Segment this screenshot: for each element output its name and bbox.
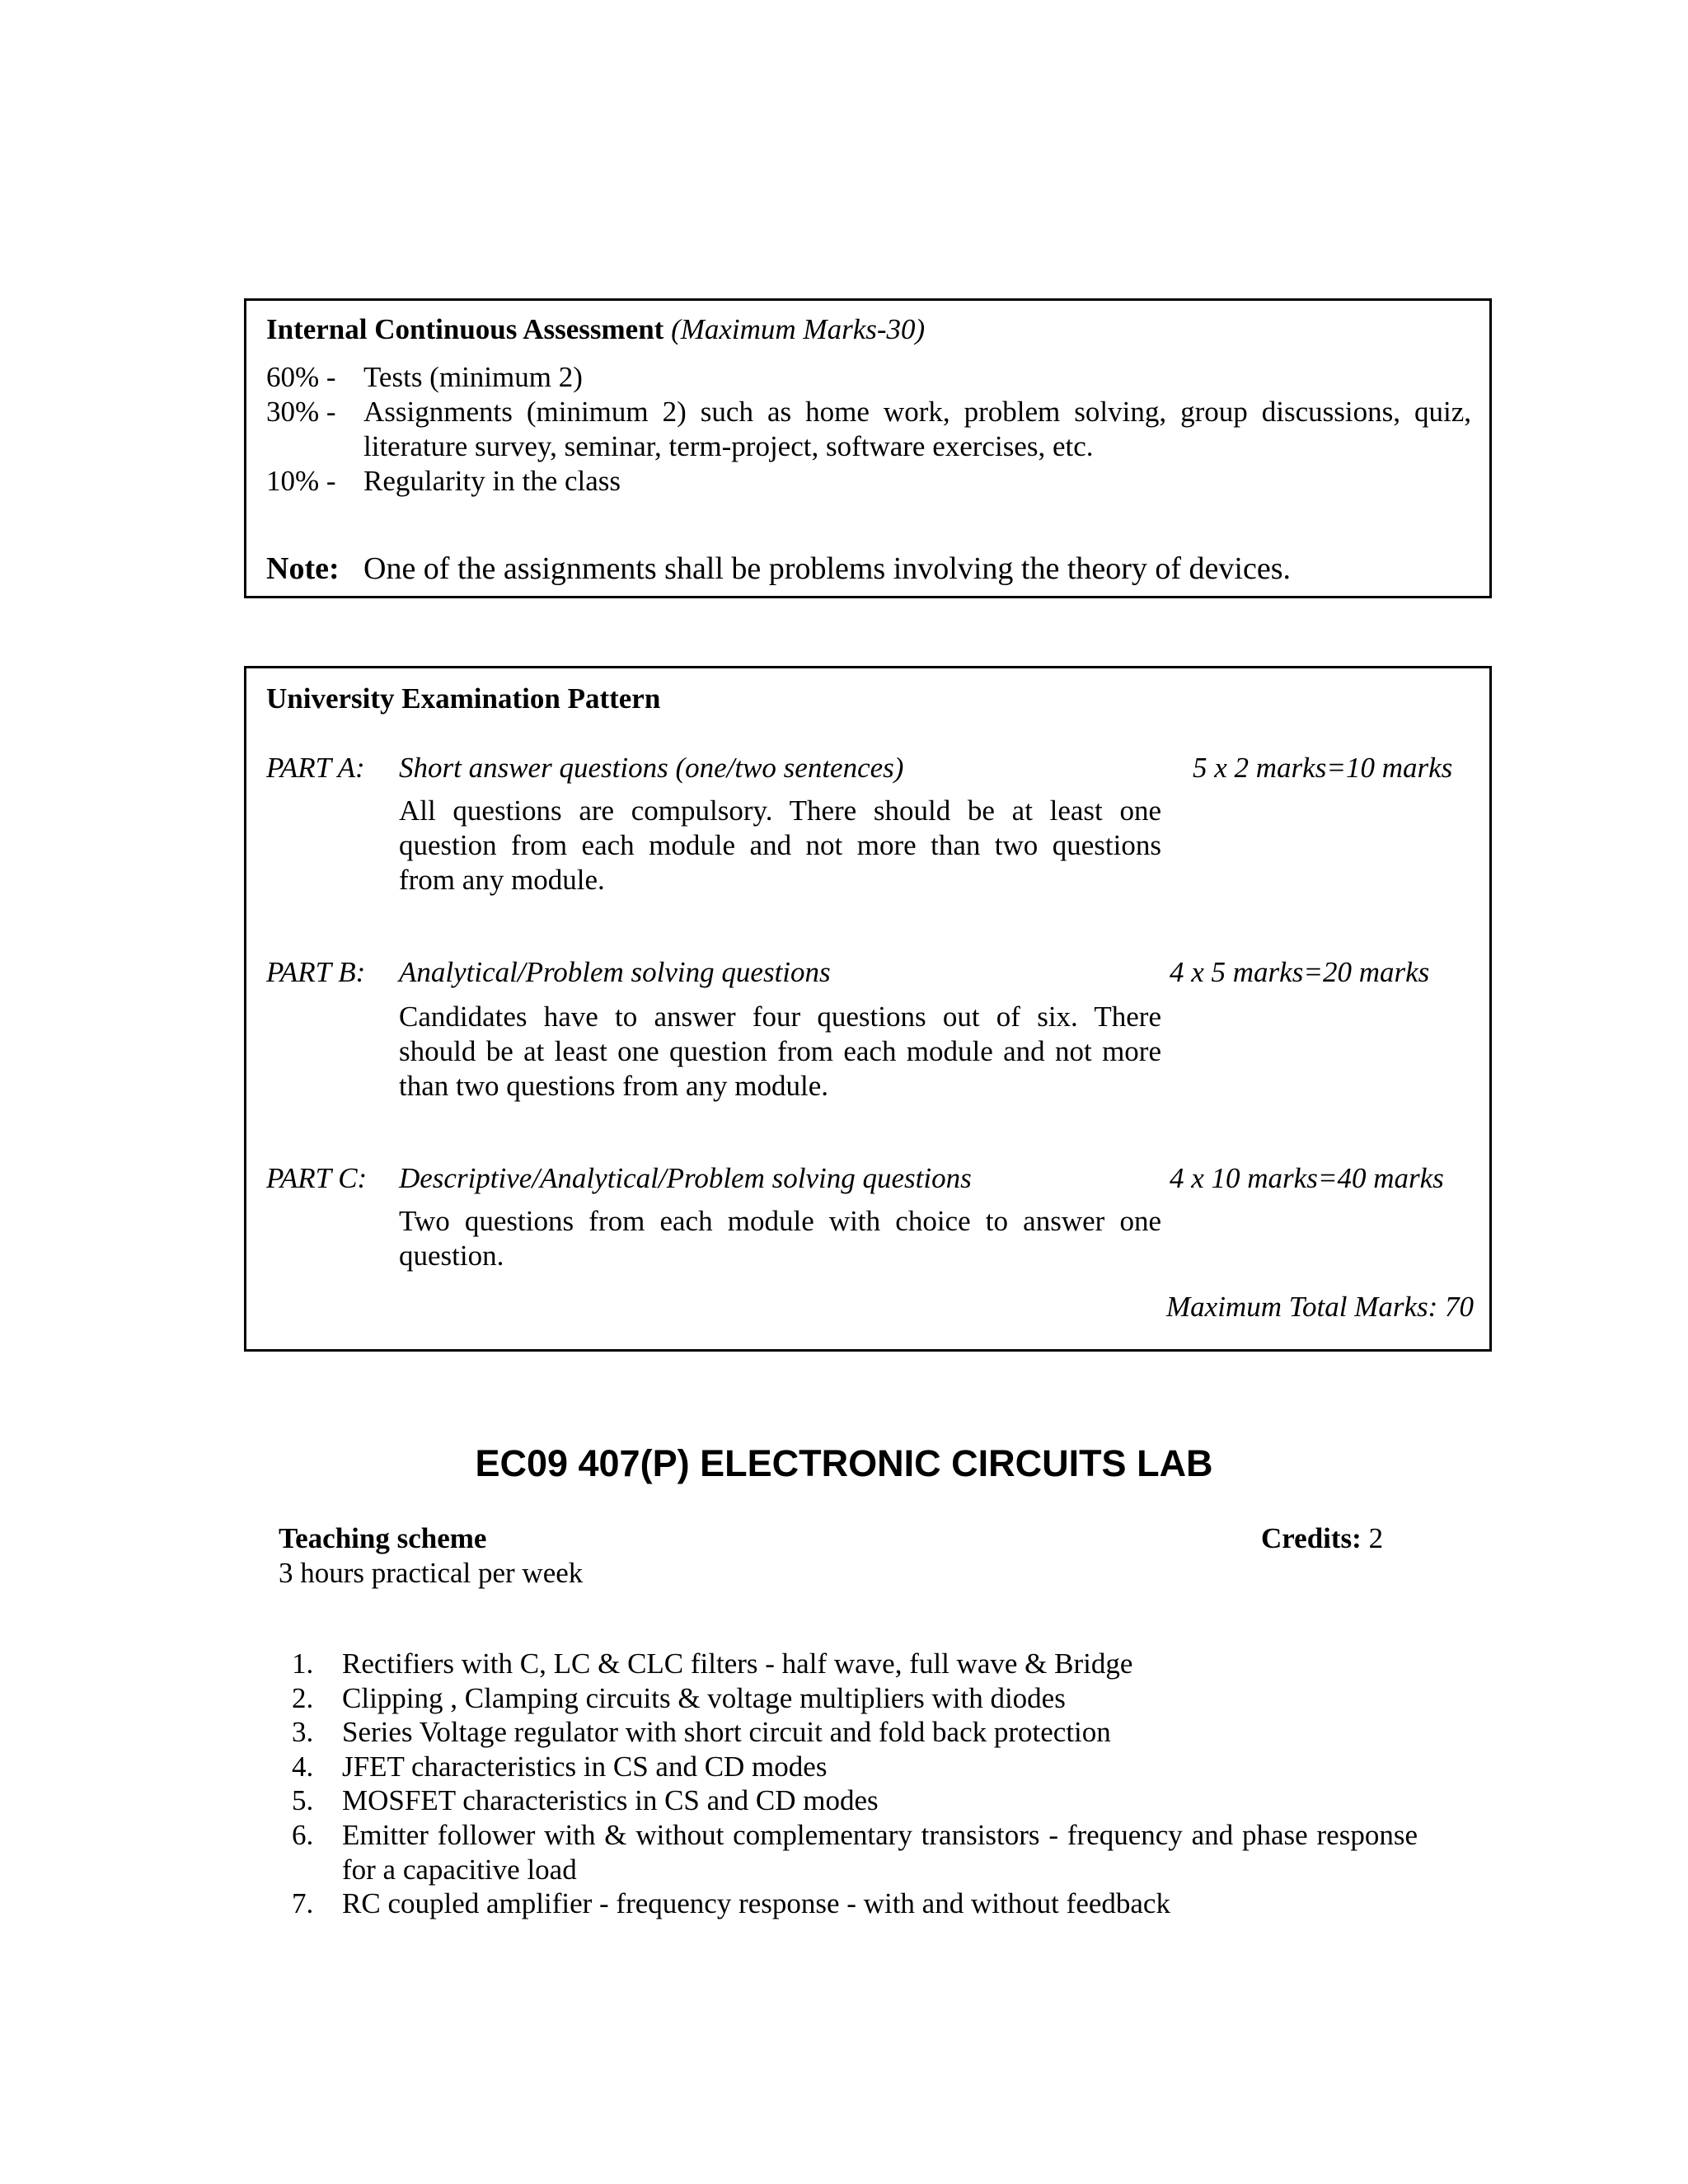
part-c-label: PART C: [266, 1162, 368, 1194]
experiment-number: 2. [292, 1681, 314, 1714]
part-b-description-line-1: Candidates have to answer four questions out of six. There [399, 1001, 1161, 1033]
part-c-heading: Descriptive/Analytical/Problem solving questions [399, 1162, 972, 1194]
experiment-number: 5. [292, 1784, 314, 1817]
assessment-percent-tests: 60% - [266, 361, 336, 393]
note-label: Note: [266, 551, 340, 586]
internal-assessment-title: Internal Continuous Assessment [266, 313, 664, 345]
experiment-item [280, 1818, 1418, 1886]
assessment-text-tests: Tests (minimum 2) [363, 361, 583, 393]
part-b-description-line-2: should be at least one question from each module and not more [399, 1035, 1161, 1067]
experiment-text: Series Voltage regulator with short circuit and fold back protection [342, 1716, 1111, 1749]
assessment-text-regularity: Regularity in the class [363, 465, 621, 497]
credits-value: 2 [1368, 1522, 1384, 1554]
part-b-marks: 4 x 5 marks=20 marks [1170, 956, 1430, 988]
experiment-number: 6. [292, 1818, 314, 1851]
part-a-marks: 5 x 2 marks=10 marks [1193, 752, 1453, 784]
credits-label: Credits: [1261, 1522, 1362, 1554]
assessment-text-assignments-line-2: literature survey, seminar, term-project, software exercises, etc. [363, 430, 1094, 462]
credits [1261, 1521, 1383, 1556]
experiment-text: RC coupled amplifier - frequency response - with and without feedback [342, 1887, 1170, 1920]
experiment-item [280, 1647, 1418, 1681]
part-a-description-line-1: All questions are compulsory. There should be at least one [399, 794, 1161, 827]
exam-pattern-title: University Examination Pattern [266, 682, 661, 715]
internal-assessment-heading [266, 312, 925, 347]
experiment-number: 7. [292, 1887, 314, 1920]
part-c-description-line-2: question. [399, 1240, 504, 1272]
experiment-text: Clipping , Clamping circuits & voltage multipliers with diodes [342, 1681, 1066, 1714]
assessment-percent-assignments: 30% - [266, 396, 336, 428]
part-c-marks: 4 x 10 marks=40 marks [1170, 1162, 1444, 1194]
teaching-scheme-label: Teaching scheme [279, 1522, 487, 1554]
part-a-label: PART A: [266, 752, 365, 784]
experiment-item [280, 1783, 1418, 1818]
part-a-description-line-3: from any module. [399, 864, 605, 896]
part-b-heading: Analytical/Problem solving questions [399, 956, 831, 988]
experiment-number: 3. [292, 1716, 314, 1749]
experiment-text: JFET characteristics in CS and CD modes [342, 1750, 828, 1783]
internal-assessment-max-marks: (Maximum Marks-30) [671, 313, 926, 345]
experiment-text: Rectifiers with C, LC & CLC filters - half wave, full wave & Bridge [342, 1647, 1133, 1680]
teaching-scheme-value: 3 hours practical per week [279, 1557, 584, 1589]
experiment-number: 1. [292, 1647, 314, 1680]
part-a-description-line-2: question from each module and not more than two questions [399, 829, 1161, 861]
experiment-number: 4. [292, 1750, 314, 1783]
part-c-description-line-1: Two questions from each module with choice to answer one [399, 1205, 1161, 1237]
assessment-percent-regularity: 10% - [266, 465, 336, 497]
internal-assessment-box [244, 298, 1492, 598]
experiment-item [280, 1886, 1418, 1921]
lab-course-title: EC09 407(P) ELECTRONIC CIRCUITS LAB [475, 1442, 1213, 1484]
maximum-total-marks: Maximum Total Marks: 70 [1166, 1291, 1475, 1323]
experiment-list [280, 1647, 1418, 1921]
experiment-item [280, 1715, 1418, 1750]
part-a-heading: Short answer questions (one/two sentences) [399, 752, 904, 784]
experiment-item [280, 1681, 1418, 1716]
assessment-text-assignments-line-1: Assignments (minimum 2) such as home work, problem solving, group discussions, quiz, [363, 396, 1471, 428]
experiment-item [280, 1750, 1418, 1784]
note-text: One of the assignments shall be problems involving the theory of devices. [363, 551, 1291, 586]
part-b-label: PART B: [266, 956, 366, 988]
exam-pattern-box [244, 666, 1492, 1352]
experiment-text: MOSFET characteristics in CS and CD modes [342, 1784, 879, 1817]
experiment-text: Emitter follower with & without complementary transistors - frequency and phase response for a capacitive load [342, 1818, 1418, 1886]
part-b-description-line-3: than two questions from any module. [399, 1070, 829, 1102]
